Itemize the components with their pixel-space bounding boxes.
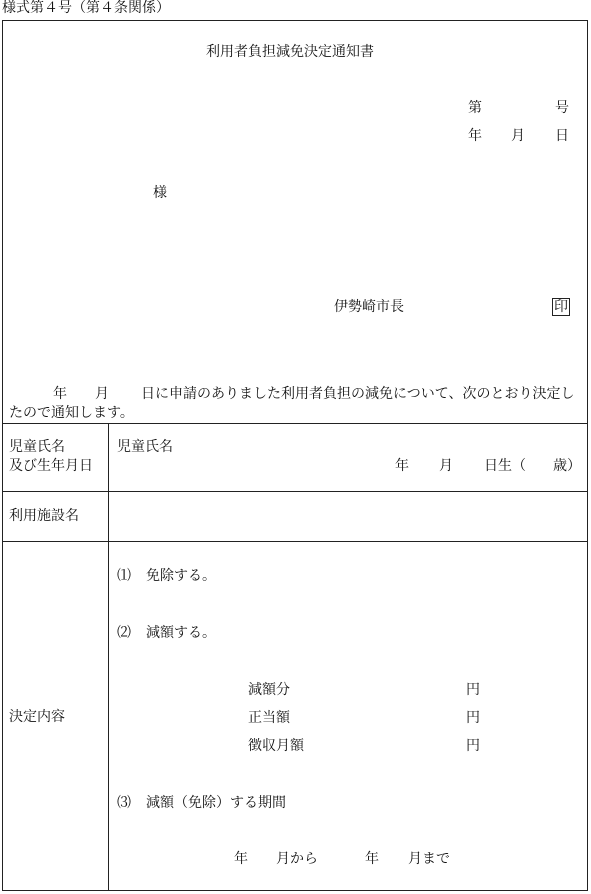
date-month-label: 月: [511, 128, 525, 144]
amount-reduction-unit: 円: [466, 682, 480, 698]
amount-proper-label: 正当額: [248, 710, 290, 726]
decision-content-label: 決定内容: [9, 709, 65, 725]
amount-reduction-label: 減額分: [248, 682, 290, 698]
item-2-number: ⑵: [117, 625, 131, 641]
notice-month: 月: [95, 386, 109, 402]
row1-label-line1: 児童氏名: [9, 439, 65, 455]
age-label: 歳）: [553, 458, 581, 474]
amount-proper-unit: 円: [466, 710, 480, 726]
item-2-text: 減額する。: [146, 625, 216, 641]
period-month-to: 月まで: [408, 851, 450, 867]
number-label-dai: 第: [468, 100, 482, 116]
row-divider-2: [2, 541, 588, 542]
addressee-suffix: 様: [153, 185, 167, 201]
amount-monthly-unit: 円: [466, 738, 480, 754]
table-top-rule: [2, 423, 588, 424]
birth-day-label: 日生（: [484, 458, 526, 474]
notice-line2: たので通知します。: [9, 405, 134, 421]
column-divider: [108, 423, 109, 891]
period-year-from: 年: [234, 851, 248, 867]
form-frame: [2, 20, 588, 891]
row-divider-1: [2, 491, 588, 492]
seal-mark: 印: [554, 299, 568, 315]
item-1-text: 免除する。: [146, 568, 216, 584]
period-year-to: 年: [365, 851, 379, 867]
item-1-number: ⑴: [117, 568, 131, 584]
birth-year-label: 年: [395, 458, 409, 474]
amount-monthly-label: 徴収月額: [248, 738, 304, 754]
period-month-from: 月から: [276, 851, 318, 867]
child-name-label: 児童氏名: [117, 439, 173, 455]
facility-name-label: 利用施設名: [9, 508, 79, 524]
document-title: 利用者負担減免決定通知書: [206, 44, 374, 60]
date-day-label: 日: [555, 128, 569, 144]
date-year-label: 年: [468, 128, 482, 144]
row1-label-line2: 及び生年月日: [9, 458, 93, 474]
notice-line1: 日に申請のありました利用者負担の減免について、次のとおり決定し: [141, 386, 575, 402]
number-label-go: 号: [555, 100, 569, 116]
item-3-number: ⑶: [117, 795, 131, 811]
item-3-text: 減額（免除）する期間: [146, 795, 286, 811]
notice-year: 年: [53, 386, 67, 402]
issuer-name: 伊勢崎市長: [334, 299, 404, 315]
form-label: 様式第４号（第４条関係）: [2, 0, 170, 16]
birth-month-label: 月: [439, 458, 453, 474]
